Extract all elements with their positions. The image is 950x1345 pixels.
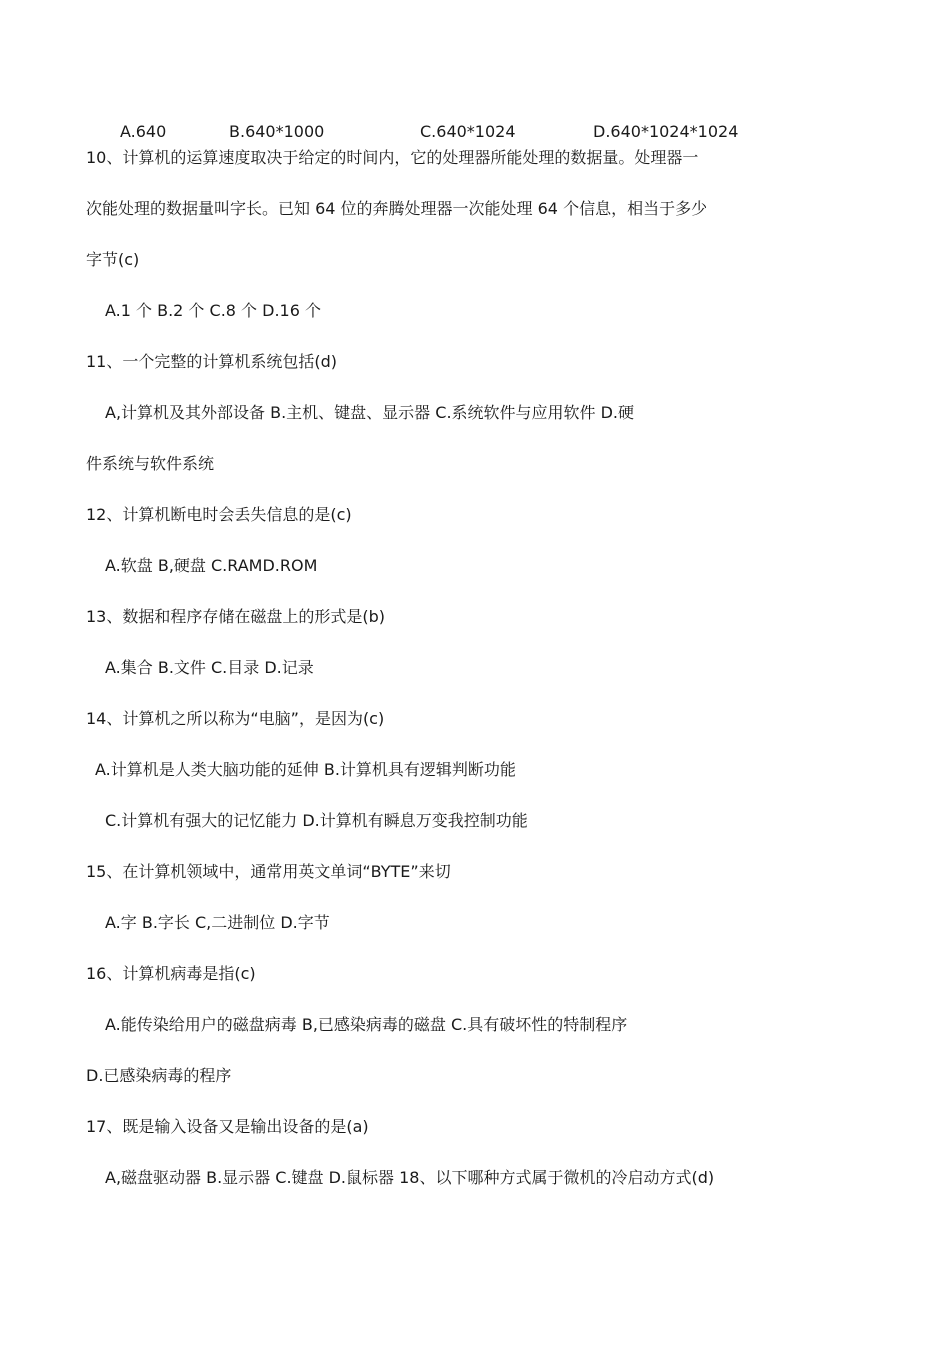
question-11: 11、一个完整的计算机系统包括(d) <box>86 352 338 371</box>
question-10-line-3: 字节(c) <box>86 250 140 269</box>
option-a-640: A.640 <box>120 122 167 141</box>
option-b-640x1000: B.640*1000 <box>229 122 325 141</box>
question-14-options-line-2: C.计算机有强大的记忆能力 D.计算机有瞬息万变我控制功能 <box>105 811 528 830</box>
question-13-options: A.集合 B.文件 C.目录 D.记录 <box>105 658 314 677</box>
question-14: 14、计算机之所以称为“电脑”，是因为(c) <box>86 709 385 728</box>
question-12-options: A.软盘 B,硬盘 C.RAMD.ROM <box>105 556 318 575</box>
option-c-640x1024: C.640*1024 <box>420 122 516 141</box>
question-10-line-1: 10、计算机的运算速度取决于给定的时间内，它的处理器所能处理的数据量。处理器一 <box>86 148 699 167</box>
question-11-options-line-2: 件系统与软件系统 <box>86 454 215 473</box>
question-13: 13、数据和程序存储在磁盘上的形式是(b) <box>86 607 386 626</box>
question-10-line-2: 次能处理的数据量叫字长。已知 64 位的奔腾处理器一次能处理 64 个信息，相当于多少 <box>86 199 708 218</box>
question-10-options: A.1 个 B.2 个 C.8 个 D.16 个 <box>105 301 321 320</box>
option-d-640x1024x1024: D.640*1024*1024 <box>593 122 739 141</box>
question-16-options-line-2: D.已感染病毒的程序 <box>86 1066 232 1085</box>
question-14-options-line-1: A.计算机是人类大脑功能的延伸 B.计算机具有逻辑判断功能 <box>95 760 516 779</box>
question-16: 16、计算机病毒是指(c) <box>86 964 256 983</box>
question-17-options-and-question-18: A,磁盘驱动器 B.显示器 C.键盘 D.鼠标器 18、以下哪种方式属于微机的冷启动方式(d) <box>105 1168 715 1187</box>
question-15-options: A.字 B.字长 C,二进制位 D.字节 <box>105 913 330 932</box>
question-15: 15、在计算机领域中，通常用英文单词“BYTE”来切 <box>86 862 451 881</box>
question-16-options-line-1: A.能传染给用户的磁盘病毒 B,已感染病毒的磁盘 C.具有破坏性的特制程序 <box>105 1015 628 1034</box>
question-11-options-line-1: A,计算机及其外部设备 B.主机、键盘、显示器 C.系统软件与应用软件 D.硬 <box>105 403 635 422</box>
question-12: 12、计算机断电时会丢失信息的是(c) <box>86 505 352 524</box>
question-17: 17、既是输入设备又是输出设备的是(a) <box>86 1117 369 1136</box>
